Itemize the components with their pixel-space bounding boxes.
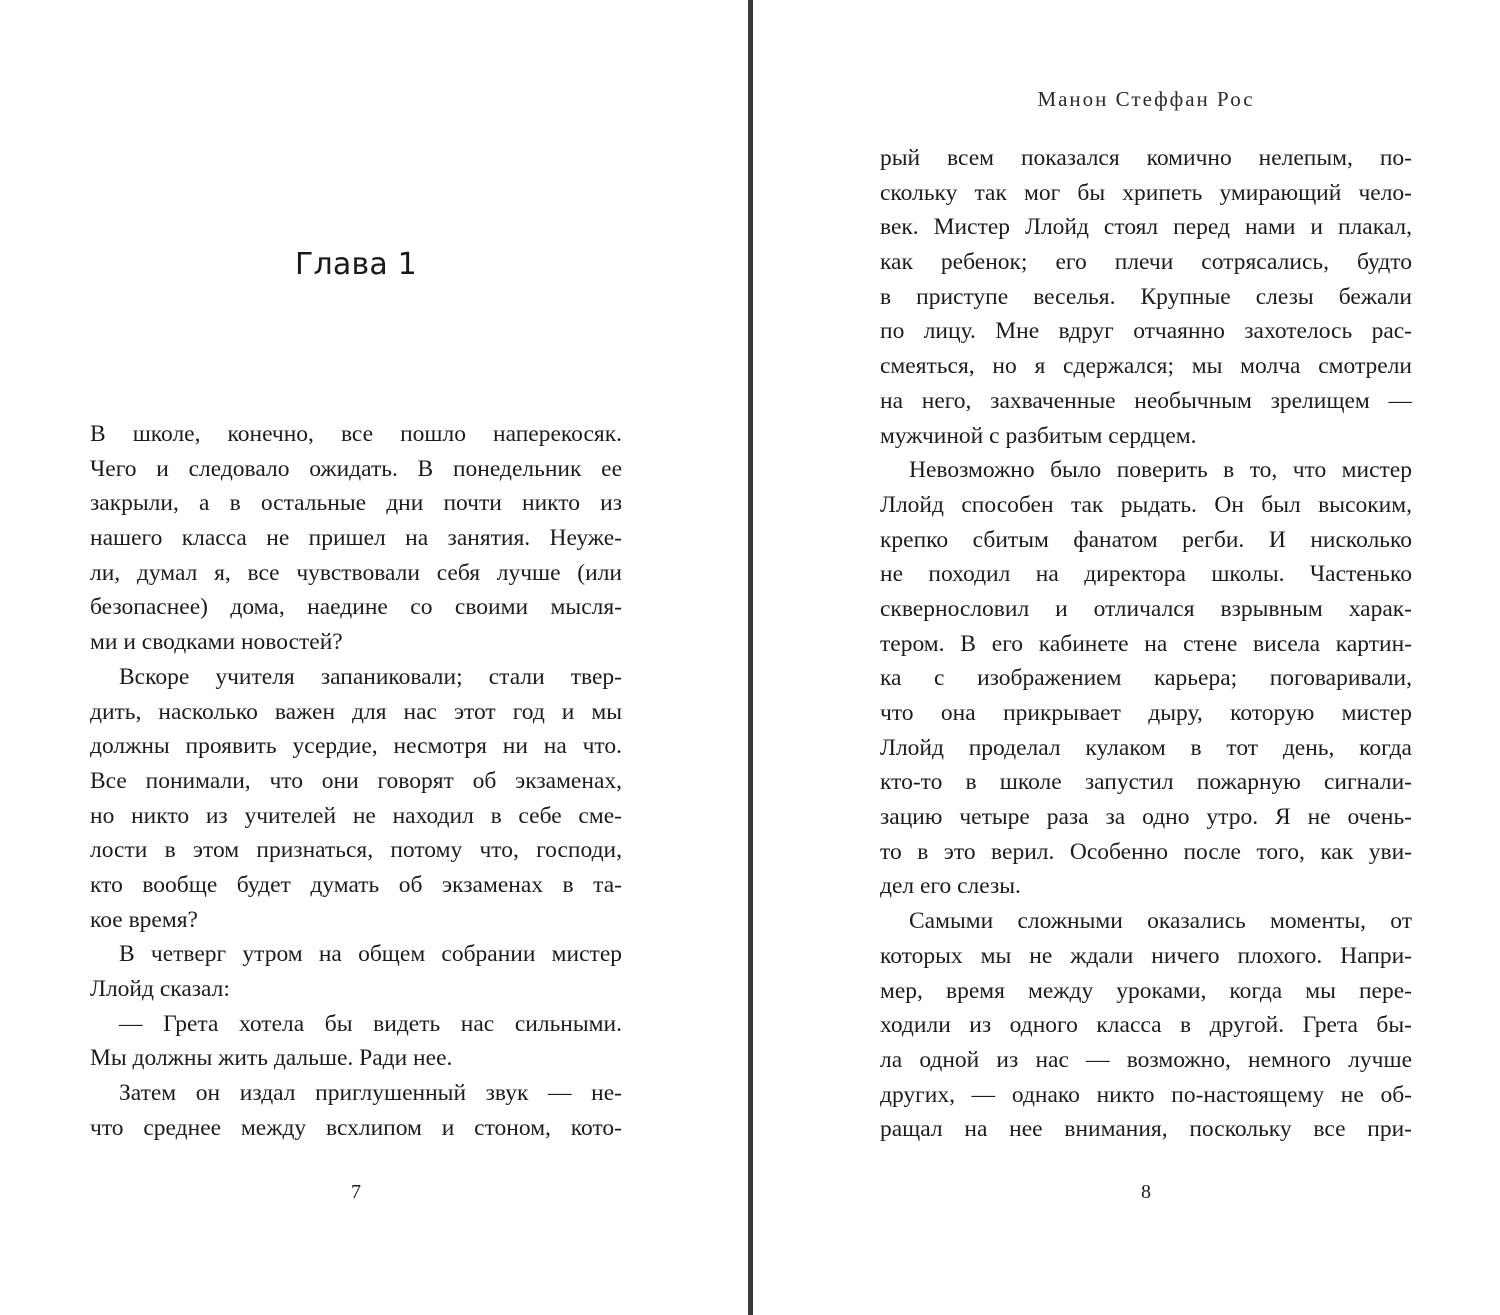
text-line: ла одной из нас — возможно, немного лучше: [880, 1046, 1412, 1073]
text-line: век. Мистер Ллойд стоял перед нами и плакал,: [880, 214, 1412, 241]
text-line: Ллойд проделал кулаком в тот день, когда: [880, 734, 1412, 761]
text-line: Чего и следовало ожидать. В понедельник ее: [90, 455, 622, 482]
text-line: закрыли, а в остальные дни почти никто из: [90, 490, 622, 517]
text-line: нашего класса не пришел на занятия. Неуже-: [90, 525, 622, 552]
text-line: то в это верил. Особенно после того, как уви-: [880, 838, 1412, 865]
text-line: ращал на нее внимания, поскольку все при-: [880, 1116, 1412, 1143]
text-line: сквернословил и отличался взрывным харак-: [880, 595, 1412, 622]
text-line: ми и сводками новостей?: [90, 629, 343, 656]
chapter-title: Глава 1: [295, 247, 417, 282]
text-line: Невозможно было поверить в то, что мистер: [909, 457, 1412, 484]
text-line: Мы должны жить дальше. Ради нее.: [90, 1045, 453, 1072]
text-line: что она прикрывает дыру, которую мистер: [880, 700, 1412, 726]
text-line: не походил на директора школы. Частенько: [880, 561, 1412, 588]
text-line: лости в этом признаться, потому что, господи,: [90, 837, 622, 864]
text-line: тером. В его кабинете на стене висела картин-: [880, 630, 1412, 657]
text-line: Ллойд способен так рыдать. Он был высоким,: [880, 491, 1412, 518]
text-line: крепко сбитым фанатом регби. И нисколько: [880, 526, 1412, 553]
text-line: Ллойд сказал:: [90, 976, 230, 1002]
right-page-number: 8: [1141, 1181, 1151, 1203]
text-line: как ребенок; его плечи сотрясались, будто: [880, 249, 1412, 276]
right-page-body-text: [880, 141, 1412, 1147]
text-line: но никто из учителей не находил в себе сме-: [90, 802, 622, 829]
text-line: Самыми сложными оказались моменты, от: [909, 908, 1412, 935]
text-line: В школе, конечно, все пошло наперекосяк.: [90, 421, 622, 447]
text-line: — Грета хотела бы видеть нас сильными.: [119, 1010, 622, 1037]
text-line: мужчиной с разбитым сердцем.: [880, 422, 1197, 449]
text-line: дел его слезы.: [880, 873, 1021, 900]
text-line: на него, захваченные необычным зрелищем —: [880, 387, 1412, 414]
text-line: мер, время между уроками, когда мы пере-: [880, 977, 1412, 1004]
text-line: смеяться, но я сдержался; мы молча смотрели: [880, 353, 1412, 380]
text-line: по лицу. Мне вдруг отчаянно захотелось рас-: [880, 318, 1412, 345]
text-line: зацию четыре раза за одно утро. Я не очень-: [880, 804, 1412, 831]
book-gutter-divider: [748, 0, 753, 1315]
text-line: скольку так мог бы хрипеть умирающий чело-: [880, 179, 1412, 206]
text-line: должны проявить усердие, несмотря ни на что.: [90, 733, 622, 760]
running-head-author: Манон Стеффан Рос: [1037, 87, 1255, 111]
left-page-body-text: [90, 417, 622, 1145]
text-line: Затем он издал приглушенный звук — не-: [119, 1080, 622, 1107]
text-line: в приступе веселья. Крупные слезы бежали: [880, 283, 1412, 310]
text-line: ходили из одного класса в другой. Грета бы-: [880, 1012, 1412, 1039]
right-page: [754, 0, 1500, 1315]
text-line: дить, насколько важен для нас этот год и мы: [90, 698, 622, 725]
text-line: кто вообще будет думать об экзаменах в та-: [90, 871, 622, 898]
text-line: ли, думал я, все чувствовали себя лучше (или: [90, 559, 622, 586]
text-line: В четверг утром на общем собрании мистер: [119, 941, 622, 968]
text-line: кое время?: [90, 906, 198, 933]
text-line: что среднее между всхлипом и стоном, кото-: [90, 1114, 622, 1141]
text-line: Все понимали, что они говорят об экзаменах,: [90, 767, 622, 794]
text-line: Вскоре учителя запаниковали; стали твер-: [119, 663, 622, 690]
left-page: [0, 0, 748, 1315]
text-line: рый всем показался комично нелепым, по-: [880, 145, 1412, 171]
text-line: других, — однако никто по-настоящему не об-: [880, 1081, 1412, 1108]
text-line: кто-то в школе запустил пожарную сигнали-: [880, 769, 1412, 796]
text-line: ка с изображением карьера; поговаривали,: [880, 665, 1412, 692]
text-line: безопаснее) дома, наедине со своими мысля-: [90, 594, 622, 621]
text-line: которых мы не ждали ничего плохого. Напри-: [880, 942, 1412, 969]
left-page-number: 7: [351, 1181, 361, 1203]
